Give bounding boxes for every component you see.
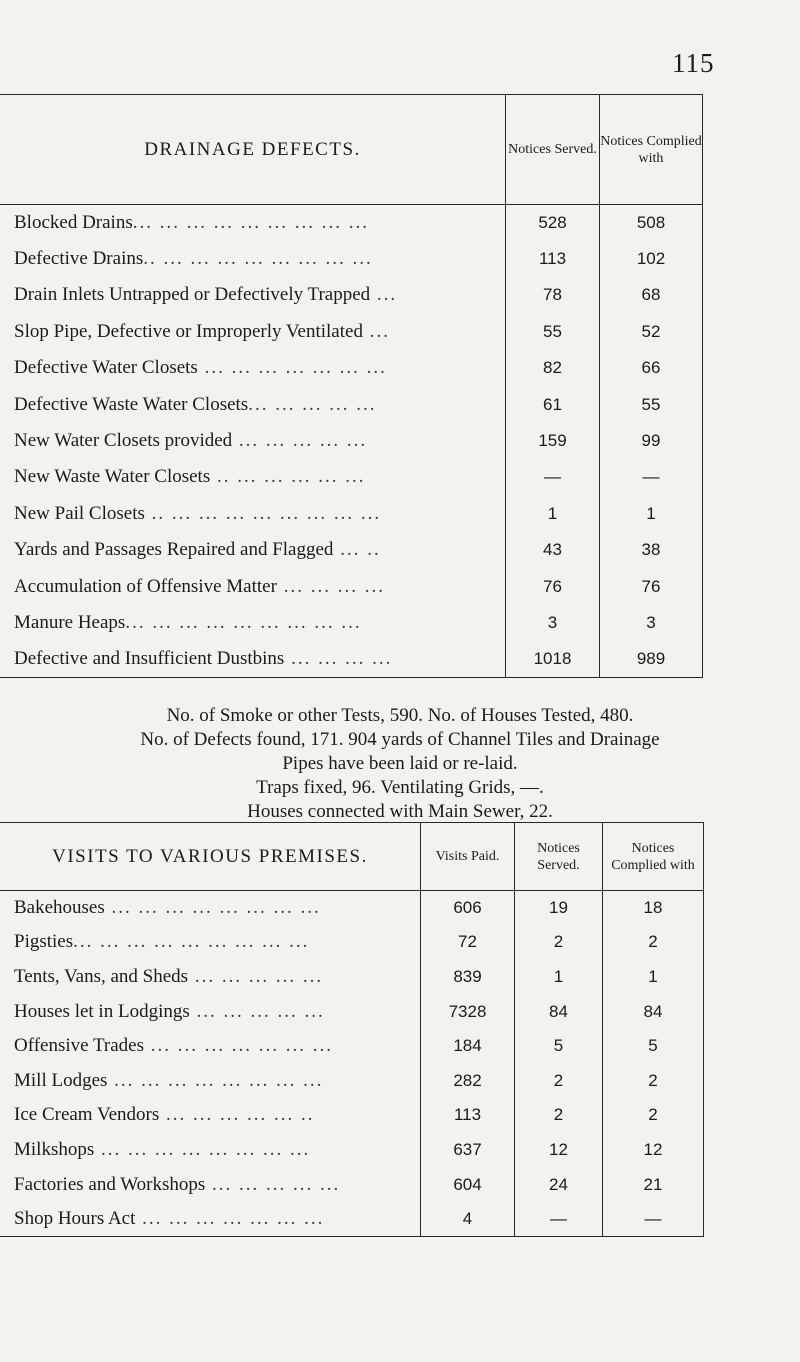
- row-label: [0, 568, 506, 604]
- table-row: [0, 350, 703, 386]
- leader-dots: ... ... ... ... ...: [205, 1173, 341, 1195]
- leader-dots: ... ... ... ... ... ... ...: [197, 357, 387, 379]
- row-label: [0, 925, 421, 960]
- leader-dots: ... ... ... ... ...: [232, 430, 368, 452]
- notices-served-value: 113: [506, 241, 600, 277]
- row-label: [0, 386, 506, 422]
- notices-complied-value: 12: [603, 1133, 704, 1168]
- row-label: [0, 241, 506, 277]
- table-row: [0, 891, 704, 926]
- notices-complied-value: 5: [603, 1029, 704, 1064]
- notices-complied-value: 99: [600, 423, 703, 459]
- row-label-text: Defective Waste Water Closets: [14, 393, 249, 415]
- column-header-visits-paid: Visits Paid.: [421, 823, 515, 891]
- notices-complied-value: 2: [603, 925, 704, 960]
- table-row: [0, 205, 703, 241]
- notices-complied-value: 66: [600, 350, 703, 386]
- row-label-text: New Pail Closets: [14, 502, 145, 524]
- note-line: Houses connected with Main Sewer, 22.: [247, 801, 553, 822]
- leader-dots: ... ... ... ... ... ... ...: [144, 1035, 334, 1057]
- leader-dots: .. ... ... ... ... ... ... ... ...: [143, 248, 373, 270]
- notices-served-value: 1: [506, 496, 600, 532]
- row-label: [0, 350, 506, 386]
- table-row: [0, 314, 703, 350]
- leader-dots: ... ... ... ... ... ... ... ... ...: [125, 611, 362, 633]
- row-label-text: Bakehouses: [14, 897, 105, 919]
- visits-paid-value: 7328: [421, 994, 515, 1029]
- leader-dots: ... ... ... ... ... ... ... ... ...: [132, 211, 369, 233]
- row-label-text: Offensive Trades: [14, 1035, 145, 1057]
- notices-complied-value: 84: [603, 994, 704, 1029]
- row-label-text: Defective and Insufficient Dustbins: [14, 648, 285, 670]
- table-row: [0, 605, 703, 641]
- table-row: [0, 994, 704, 1029]
- column-header-notices-complied: Notices Complied with: [603, 823, 704, 891]
- row-label-text: Factories and Workshops: [14, 1173, 206, 1195]
- notices-complied-value: 989: [600, 641, 703, 677]
- row-label-text: Blocked Drains: [14, 211, 133, 233]
- table-row: [0, 960, 704, 995]
- drainage-defects-table: [0, 94, 703, 678]
- notices-served-value: 55: [506, 314, 600, 350]
- table-header: [0, 95, 703, 205]
- row-label-text: Mill Lodges: [14, 1069, 108, 1091]
- table-row: [0, 568, 703, 604]
- table-row: [0, 386, 703, 422]
- visits-paid-value: 606: [421, 891, 515, 926]
- notices-complied-value: 55: [600, 386, 703, 422]
- notices-served-value: 1: [515, 960, 603, 995]
- leader-dots: ...: [362, 320, 390, 342]
- table-row: [0, 925, 704, 960]
- column-header-notices-complied: Notices Complied with: [600, 95, 703, 205]
- notices-served-value: 1018: [506, 641, 600, 677]
- visits-paid-value: 113: [421, 1098, 515, 1133]
- notices-served-value: 61: [506, 386, 600, 422]
- notices-served-value: 78: [506, 277, 600, 313]
- visits-premises-table: [0, 822, 704, 1237]
- notices-complied-value: 1: [600, 496, 703, 532]
- notices-served-value: 19: [515, 891, 603, 926]
- row-label-text: Milkshops: [14, 1138, 95, 1160]
- table-row: [0, 532, 703, 568]
- row-label: [0, 891, 421, 926]
- table-row: [0, 1029, 704, 1064]
- table-header: [0, 823, 704, 891]
- notices-served-value: 3: [506, 605, 600, 641]
- notices-served-value: 528: [506, 205, 600, 241]
- leader-dots: ... ... ... ... ...: [248, 393, 377, 415]
- drainage-summary-notes: [0, 704, 800, 824]
- leader-dots: ... ... ... ... ... ... ...: [135, 1207, 325, 1229]
- table-row: [0, 641, 703, 677]
- notices-complied-value: 102: [600, 241, 703, 277]
- table-title: VISITS TO VARIOUS PREMISES.: [0, 823, 421, 891]
- row-label-text: Shop Hours Act: [14, 1207, 136, 1229]
- notices-complied-value: —: [600, 459, 703, 495]
- leader-dots: ... ... ... ... ... ..: [159, 1104, 315, 1126]
- row-label: [0, 314, 506, 350]
- table-row: [0, 496, 703, 532]
- table-row: [0, 1098, 704, 1133]
- notices-served-value: 24: [515, 1167, 603, 1202]
- row-label: [0, 641, 506, 677]
- visits-paid-value: 839: [421, 960, 515, 995]
- column-header-notices-served: Notices Served.: [515, 823, 603, 891]
- notices-served-value: 76: [506, 568, 600, 604]
- column-header-notices-served: Notices Served.: [506, 95, 600, 205]
- row-label-text: Pigsties: [14, 931, 74, 953]
- notices-complied-value: 38: [600, 532, 703, 568]
- notices-complied-value: 1: [603, 960, 704, 995]
- table-row: [0, 459, 703, 495]
- table-row: [0, 241, 703, 277]
- row-label-text: Tents, Vans, and Sheds: [14, 965, 189, 987]
- table-row: [0, 1133, 704, 1168]
- notices-served-value: 2: [515, 925, 603, 960]
- notices-served-value: 12: [515, 1133, 603, 1168]
- leader-dots: ... ... ... ... ... ... ... ...: [104, 897, 321, 919]
- row-label: [0, 532, 506, 568]
- notices-complied-value: 76: [600, 568, 703, 604]
- note-line: No. of Smoke or other Tests, 590. No. of Houses Tested, 480.: [166, 705, 634, 726]
- notices-complied-value: 508: [600, 205, 703, 241]
- row-label: [0, 459, 506, 495]
- row-label: [0, 960, 421, 995]
- notices-complied-value: 21: [603, 1167, 704, 1202]
- notices-served-value: 82: [506, 350, 600, 386]
- row-label-text: New Waste Water Closets: [14, 466, 211, 488]
- row-label: [0, 1063, 421, 1098]
- notices-served-value: 159: [506, 423, 600, 459]
- row-label-text: Yards and Passages Repaired and Flagged: [14, 539, 334, 561]
- row-label: [0, 1202, 421, 1237]
- row-label-text: New Water Closets provided: [14, 430, 233, 452]
- visits-paid-value: 72: [421, 925, 515, 960]
- notices-served-value: 5: [515, 1029, 603, 1064]
- leader-dots: ... ... ... ...: [284, 648, 393, 670]
- leader-dots: .. ... ... ... ... ... ... ... ...: [144, 502, 382, 524]
- notices-served-value: 84: [515, 994, 603, 1029]
- table-row: [0, 1202, 704, 1237]
- row-label: [0, 1029, 421, 1064]
- leader-dots: ... ... ... ... ...: [189, 1000, 325, 1022]
- note-line: No. of Defects found, 171. 904 yards of Channel Tiles and Drainage: [140, 729, 660, 750]
- leader-dots: ... ..: [333, 539, 381, 561]
- row-label-text: Defective Drains: [14, 248, 144, 270]
- row-label: [0, 496, 506, 532]
- row-label-text: Manure Heaps: [14, 611, 126, 633]
- visits-paid-value: 4: [421, 1202, 515, 1237]
- table-row: [0, 1167, 704, 1202]
- notices-served-value: —: [515, 1202, 603, 1237]
- notices-served-value: 2: [515, 1063, 603, 1098]
- visits-paid-value: 184: [421, 1029, 515, 1064]
- leader-dots: ... ... ... ... ...: [188, 965, 324, 987]
- visits-paid-value: 282: [421, 1063, 515, 1098]
- row-label: [0, 205, 506, 241]
- row-label: [0, 605, 506, 641]
- leader-dots: ... ... ... ... ... ... ... ... ...: [73, 931, 310, 953]
- leader-dots: .. ... ... ... ... ...: [210, 466, 366, 488]
- leader-dots: ... ... ... ... ... ... ... ...: [107, 1069, 324, 1091]
- row-label: [0, 1167, 421, 1202]
- leader-dots: ...: [370, 284, 398, 306]
- table-row: [0, 277, 703, 313]
- notices-complied-value: 68: [600, 277, 703, 313]
- table-row: [0, 423, 703, 459]
- row-label-text: Houses let in Lodgings: [14, 1000, 190, 1022]
- notices-served-value: 2: [515, 1098, 603, 1133]
- note-line: Pipes have been laid or re-laid.: [282, 753, 518, 774]
- notices-complied-value: 3: [600, 605, 703, 641]
- notices-complied-value: 2: [603, 1063, 704, 1098]
- note-line: Traps fixed, 96. Ventilating Grids, —.: [256, 777, 544, 798]
- row-label-text: Drain Inlets Untrapped or Defectively Trapped: [14, 284, 371, 306]
- visits-paid-value: 604: [421, 1167, 515, 1202]
- row-label: [0, 277, 506, 313]
- row-label: [0, 1133, 421, 1168]
- page-number: 115: [672, 48, 715, 78]
- row-label: [0, 994, 421, 1029]
- notices-complied-value: 52: [600, 314, 703, 350]
- visits-paid-value: 637: [421, 1133, 515, 1168]
- row-label-text: Slop Pipe, Defective or Improperly Ventilated: [14, 320, 363, 342]
- row-label-text: Accumulation of Offensive Matter: [14, 575, 277, 597]
- notices-complied-value: 2: [603, 1098, 704, 1133]
- notices-complied-value: —: [603, 1202, 704, 1237]
- row-label-text: Defective Water Closets: [14, 357, 198, 379]
- notices-served-value: 43: [506, 532, 600, 568]
- notices-served-value: —: [506, 459, 600, 495]
- row-label: [0, 1098, 421, 1133]
- notices-complied-value: 18: [603, 891, 704, 926]
- table-row: [0, 1063, 704, 1098]
- leader-dots: ... ... ... ...: [276, 575, 385, 597]
- row-label: [0, 423, 506, 459]
- row-label-text: Ice Cream Vendors: [14, 1104, 160, 1126]
- table-title: DRAINAGE DEFECTS.: [0, 95, 506, 205]
- leader-dots: ... ... ... ... ... ... ... ...: [94, 1138, 311, 1160]
